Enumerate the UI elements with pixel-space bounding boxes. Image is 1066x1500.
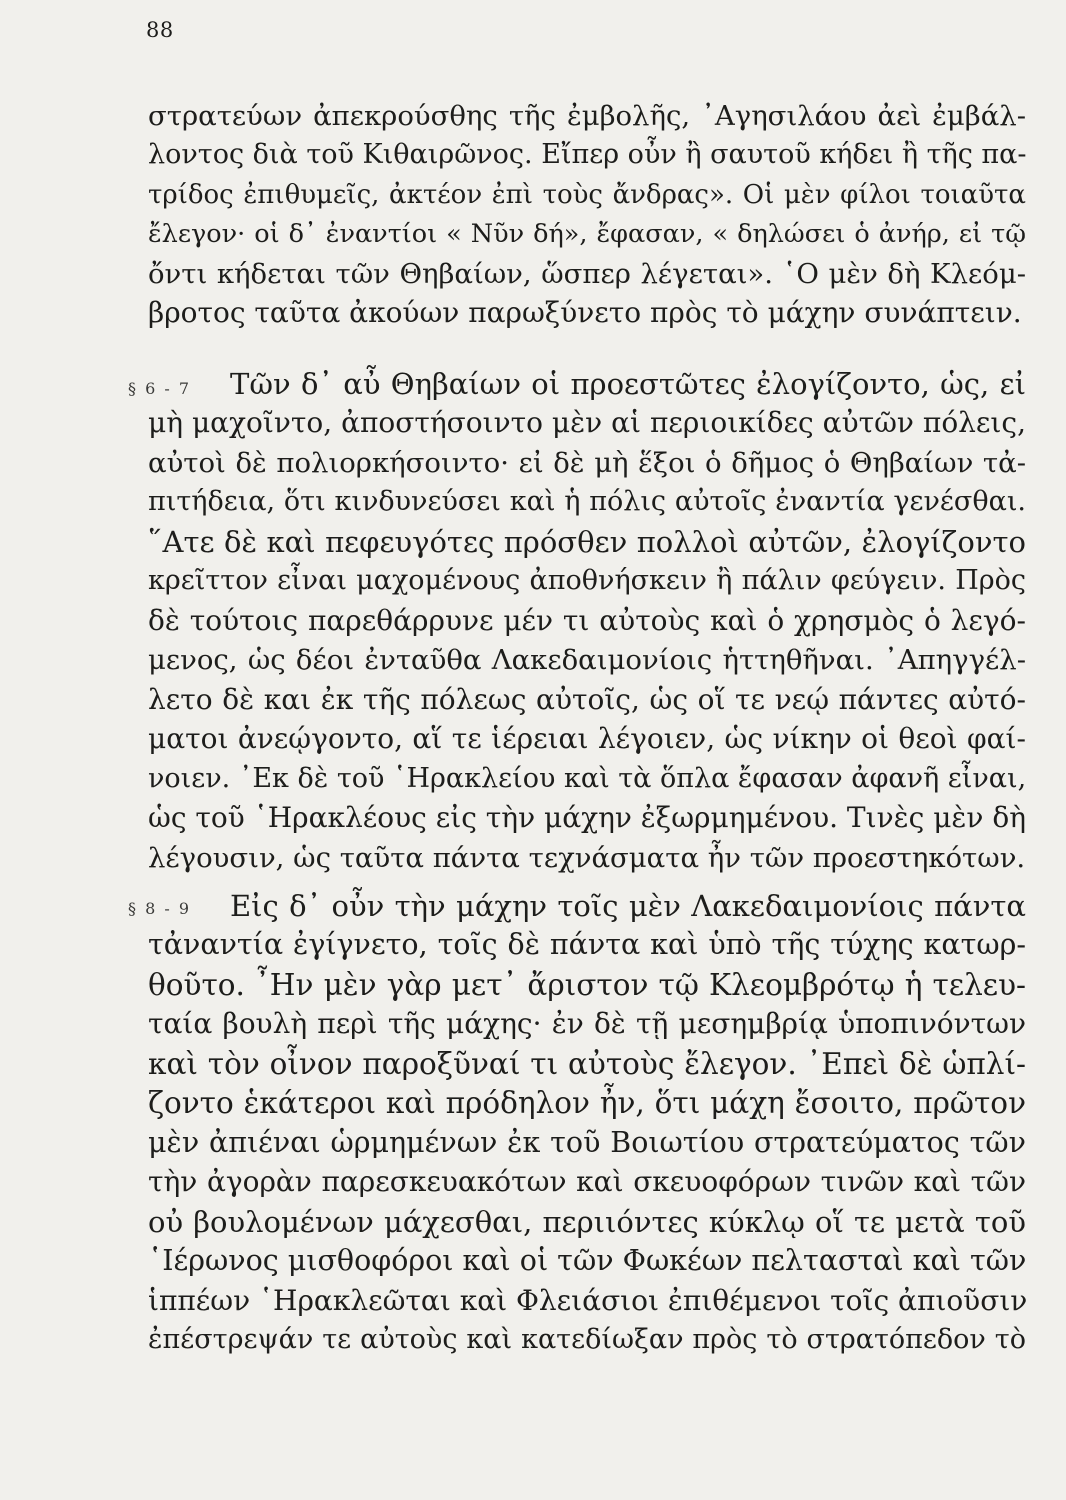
text-line: ἔλεγον· οἱ δ᾿ ἐναντίοι « Νῦν δή», ἔφασαν, « δηλώσει ὁ ἀνήρ, εἰ τῷ	[148, 219, 1026, 249]
section-marker-8-9: § 8 - 9	[128, 899, 192, 918]
text-line: πιτήδεια, ὅτι κινδυνεύσει καὶ ἡ πόλις αὐτοῖς ἐναντία γενέσθαι.	[148, 486, 1026, 517]
text-line: δὲ τούτοις παρεθάρρυνε μέν τι αὐτοὺς καὶ ὁ χρησμὸς ὁ λεγό-	[148, 604, 1026, 637]
text-line: μενος, ὡς δέοι ἐνταῦθα Λακεδαιμονίοις ἡττηθῆναι. ᾿Απηγγέλ-	[148, 644, 1026, 676]
text-line: νοιεν. ᾿Εκ δὲ τοῦ ῾Ηρακλείου καὶ τὰ ὅπλα ἔφασαν ἀφανῆ εἶναι,	[148, 763, 1027, 794]
text-line: λέγουσιν, ὡς ταῦτα πάντα τεχνάσματα ἦν τῶν προεστηκότων.	[148, 842, 1026, 874]
text-line: λετο δὲ και ἐκ τῆς πόλεως αὐτοῖς, ὡς οἵ τε νεῴ πάντες αὐτό-	[148, 683, 1026, 716]
text-line: λοντος διὰ τοῦ Κιθαιρῶνος. Εἴπερ οὖν ἢ σαυτοῦ κήδει ἢ τῆς πα-	[148, 139, 1027, 170]
text-line: Τῶν δ᾿ αὖ Θηβαίων οἱ προεστῶτες ἐλογίζοντο, ὡς, εἰ	[230, 367, 1026, 401]
text-line: αὐτοὶ δὲ πολιορκήσοιντο· εἰ δὲ μὴ ἕξοι ὁ δῆμος ὁ Θηβαίων τἀ-	[148, 447, 1026, 479]
text-line: ὄντι κήδεται τῶν Θηβαίων, ὥσπερ λέγεται». ῾Ο μὲν δὴ Κλεόμ-	[148, 258, 1026, 290]
text-line: ῾Ιέρωνος μισθοφόροι καὶ οἱ τῶν Φωκέων πελτασταὶ καὶ τῶν	[148, 1244, 1027, 1277]
page-number: 88	[146, 18, 174, 42]
text-line: βροτος ταῦτα ἀκούων παρωξύνετο πρὸς τὸ μάχην συνάπτειν.	[148, 296, 1022, 329]
text-line: τὴν ἀγορὰν παρεσκευακότων καὶ σκευοφόρων τινῶν καὶ τῶν	[148, 1165, 1026, 1198]
text-line: κρεῖττον εἶναι μαχομένους ἀποθνήσκειν ἢ πάλιν φεύγειν. Πρὸς	[148, 565, 1026, 596]
text-line: στρατεύων ἀπεκρούσθης τῆς ἐμβολῆς, ᾿Αγησιλάου ἀεὶ ἐμβάλ-	[148, 100, 1026, 132]
text-line: τρίδος ἐπιθυμεῖς, ἀκτέον ἐπὶ τοὺς ἄνδρας». Οἱ μὲν φίλοι τοιαῦτα	[148, 180, 1026, 210]
text-line: μὴ μαχοῖντο, ἀποστήσοιντο μὲν αἱ περιοικίδες αὐτῶν πόλεις,	[148, 406, 1026, 439]
text-line: ῞Ατε δὲ καὶ πεφευγότες πρόσθεν πολλοὶ αὐτῶν, ἐλογίζοντο	[148, 525, 1026, 559]
text-line: ταία βουλὴ περὶ τῆς μάχης· ἐν δὲ τῇ μεσημβρίᾳ ὑποπινόντων	[148, 1007, 1026, 1040]
text-line: οὐ βουλομένων μάχεσθαι, περιιόντες κύκλῳ οἵ τε μετὰ τοῦ	[148, 1205, 1026, 1239]
text-line: ὡς τοῦ ῾Ηρακλέους εἰς τὴν μάχην ἐξωρμημένου. Τινὲς μὲν δὴ	[148, 801, 1026, 834]
text-line: ἐπέστρεψάν τε αὐτοὺς καὶ κατεδίωξαν πρὸς τὸ στρατόπεδον τὸ	[148, 1324, 1026, 1355]
text-line: μὲν ἀπιέναι ὡρμημένων ἐκ τοῦ Βοιωτίου στρατεύματος τῶν	[148, 1126, 1026, 1159]
text-line: τἀναντία ἐγίγνετο, τοῖς δὲ πάντα καὶ ὑπὸ τῆς τύχης κατωρ-	[148, 928, 1026, 961]
text-line: Εἰς δ᾿ οὖν τὴν μάχην τοῖς μὲν Λακεδαιμονίοις πάντα	[230, 889, 1026, 923]
text-line: ἱππέων ῾Ηρακλεῶται καὶ Φλειάσιοι ἐπιθέμενοι τοῖς ἀπιοῦσιν	[148, 1284, 1028, 1317]
section-marker-6-7: § 6 - 7	[128, 379, 192, 398]
text-line: θοῦτο. ῏Ην μὲν γὰρ μετ᾿ ἄριστον τῷ Κλεομβρότῳ ἡ τελευ-	[148, 968, 1026, 1002]
text-line: ζοντο ἑκάτεροι καὶ πρόδηλον ἦν, ὅτι μάχη ἔσοιτο, πρῶτον	[148, 1086, 1026, 1120]
text-line: καὶ τὸν οἶνον παροξῦναί τι αὐτοὺς ἔλεγον. ᾿Επεὶ δὲ ὡπλί-	[148, 1047, 1026, 1081]
text-line: ματοι ἀνεῴγοντο, αἵ τε ἱέρειαι λέγοιεν, ὡς νίκην οἱ θεοὶ φαί-	[148, 722, 1026, 755]
